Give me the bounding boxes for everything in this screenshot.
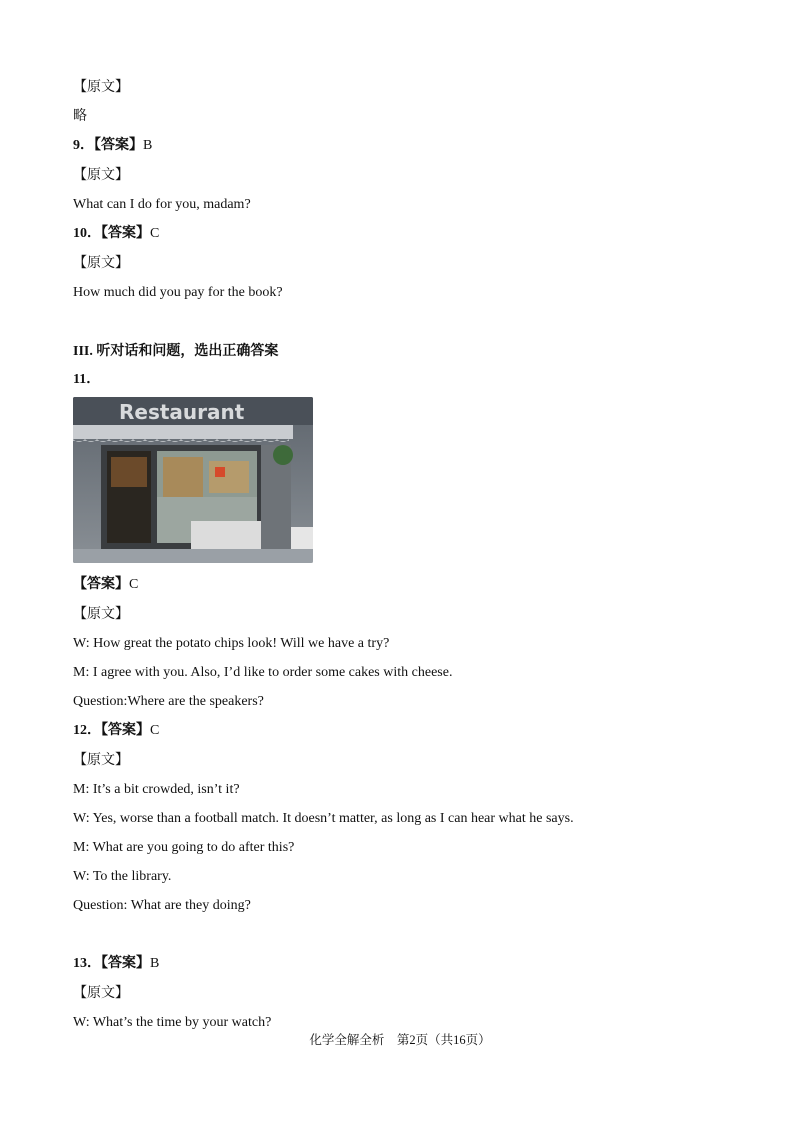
q12-answer-line bbox=[73, 722, 159, 740]
q12-number: 12． bbox=[73, 723, 101, 738]
transcript-line: M: What are you going to do after this? bbox=[73, 840, 295, 855]
q9-answer: B bbox=[143, 138, 153, 153]
q9-answer-label: 【答案】 bbox=[94, 138, 143, 153]
restaurant-photo-image bbox=[73, 397, 313, 563]
original-text-label: 【原文】 bbox=[73, 168, 129, 183]
q13-answer-line bbox=[73, 955, 159, 973]
original-text-label: 【原文】 bbox=[73, 753, 129, 768]
q11-answer-line bbox=[73, 576, 138, 594]
original-text-label: 【原文】 bbox=[73, 80, 129, 95]
q10-number: 10． bbox=[73, 226, 101, 241]
q10-answer: C bbox=[150, 226, 160, 241]
restaurant-photo bbox=[73, 397, 313, 563]
restaurant-sign-text: Restaurant bbox=[119, 400, 245, 424]
q11-answer: C bbox=[129, 577, 139, 592]
original-text-label: 【原文】 bbox=[73, 607, 129, 622]
q13-answer: B bbox=[150, 956, 160, 971]
q9-number: 9． bbox=[73, 138, 94, 153]
original-text-label: 【原文】 bbox=[73, 256, 129, 271]
question-line: Question:Where are the speakers? bbox=[73, 694, 264, 709]
q12-answer: C bbox=[150, 723, 160, 738]
q10-answer-line bbox=[73, 225, 159, 243]
q10-answer-label: 【答案】 bbox=[101, 226, 150, 241]
q13-answer-label: 【答案】 bbox=[101, 956, 150, 971]
transcript-line: W: What’s the time by your watch? bbox=[73, 1015, 272, 1030]
transcript-line: M: It’s a bit crowded, isn’t it? bbox=[73, 782, 240, 797]
transcript-line: What can I do for you, madam? bbox=[73, 197, 251, 212]
q9-answer-line bbox=[73, 137, 152, 155]
transcript-line: W: To the library. bbox=[73, 869, 172, 884]
omitted-text: 略 bbox=[73, 109, 87, 124]
section-heading: III. 听对话和问题，选出正确答案 bbox=[73, 344, 279, 359]
q13-number: 13． bbox=[73, 956, 101, 971]
transcript-line: How much did you pay for the book? bbox=[73, 285, 283, 300]
q12-answer-label: 【答案】 bbox=[101, 723, 150, 738]
q11-number: 11． bbox=[73, 372, 101, 387]
page-footer: 化学全解全析 第2页（共16页） bbox=[309, 1033, 491, 1047]
original-text-label: 【原文】 bbox=[73, 986, 129, 1001]
transcript-line: M: I agree with you. Also, I’d like to order some cakes with cheese. bbox=[73, 665, 453, 680]
transcript-line: W: Yes, worse than a football match. It doesn’t matter, as long as I can hear what he says. bbox=[73, 811, 574, 826]
question-line: Question: What are they doing? bbox=[73, 898, 251, 913]
q11-answer-label: 【答案】 bbox=[73, 577, 129, 592]
transcript-line: W: How great the potato chips look! Will we have a try? bbox=[73, 636, 390, 651]
